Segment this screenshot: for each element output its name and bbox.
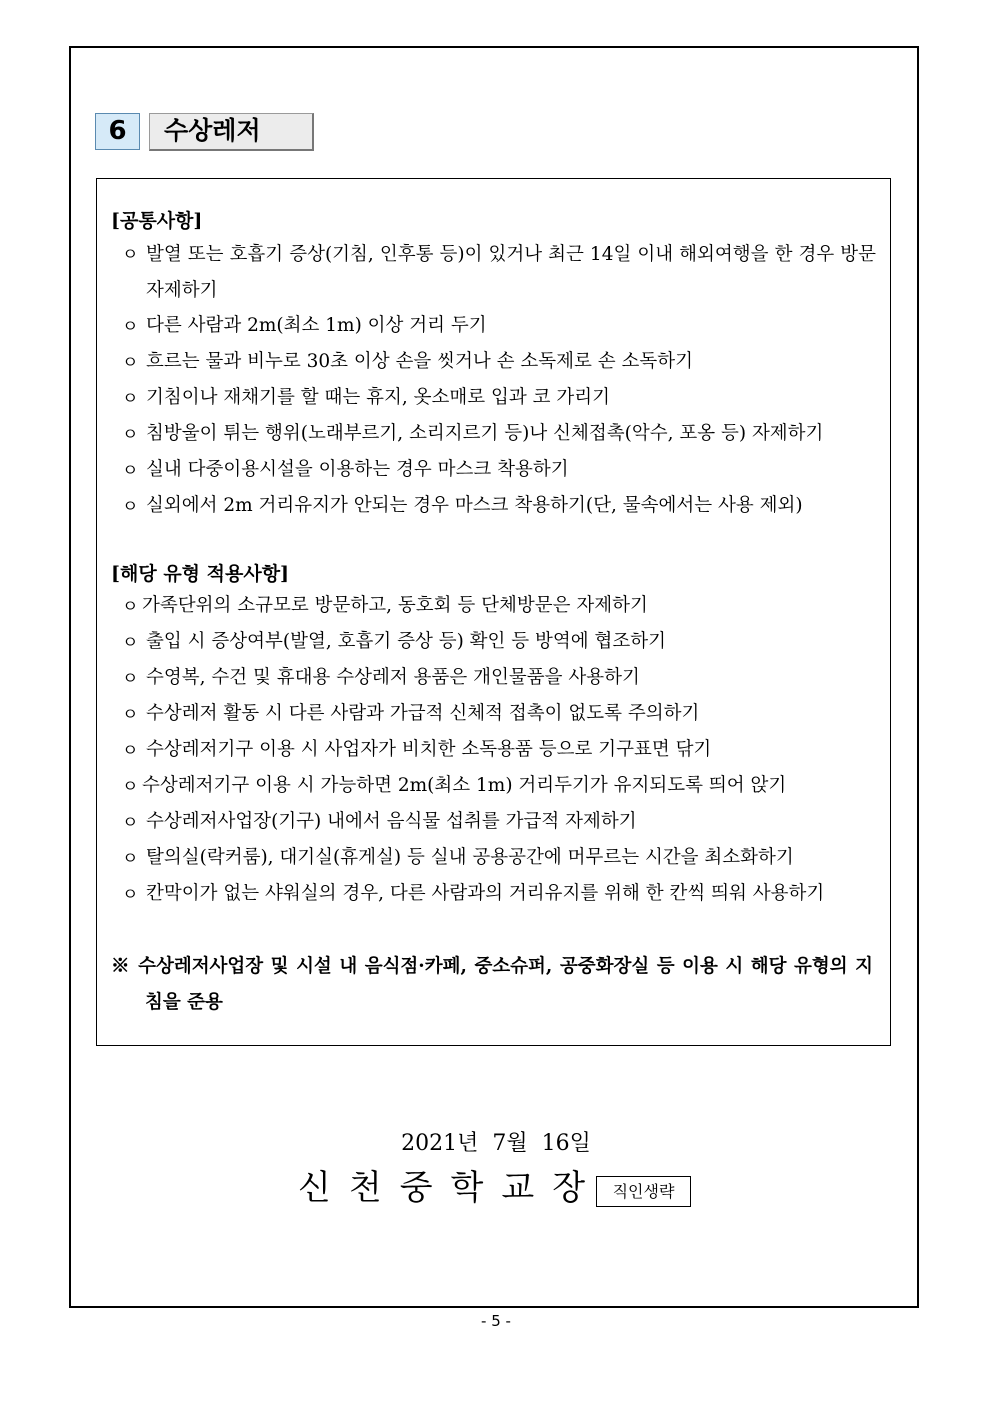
bullet-icon: ㅇ	[122, 461, 139, 481]
bullet-icon: ㅇ	[122, 705, 139, 725]
bullet-icon: ㅇ	[122, 389, 139, 409]
principal-name: 신천중학교장	[298, 1168, 604, 1208]
note-text: ※ 수상레저사업장 및 시설 내 음식점·카페, 중소슈퍼, 공중화장실 등 이용 시 해당 유형의 지침을 준용	[111, 956, 873, 1013]
specific-item-2: 출입 시 증상여부(발열, 호흡기 증상 등) 확인 등 방역에 협조하기	[146, 631, 667, 652]
common-item-7: 실외에서 2m 거리유지가 안되는 경우 마스크 착용하기(단, 물속에서는 사용 제외)	[146, 495, 803, 516]
common-heading: [공통사항]	[111, 210, 203, 232]
bullet-icon: ㅇ	[122, 885, 139, 905]
bullet-icon: ㅇ	[122, 669, 139, 689]
bullet-icon: ㅇ	[122, 633, 139, 653]
common-item-2: 다른 사람과 2m(최소 1m) 이상 거리 두기	[146, 315, 487, 336]
common-item-6: 실내 다중이용시설을 이용하는 경우 마스크 착용하기	[146, 459, 569, 480]
bullet-icon: ㅇ	[122, 425, 139, 445]
specific-heading: [해당 유형 적용사항]	[111, 563, 290, 585]
specific-item-3: 수영복, 수건 및 휴대용 수상레저 용품은 개인물품을 사용하기	[146, 667, 640, 688]
section-title: 수상레저	[149, 113, 314, 151]
bullet-icon: ㅇ	[122, 777, 139, 797]
specific-item-4: 수상레저 활동 시 다른 사람과 가급적 신체적 접촉이 없도록 주의하기	[146, 703, 700, 724]
specific-item-7: 수상레저사업장(기구) 내에서 음식물 섭취를 가급적 자제하기	[146, 811, 637, 832]
bullet-icon: ㅇ	[122, 245, 139, 265]
bullet-icon: ㅇ	[122, 597, 139, 617]
bullet-icon: ㅇ	[122, 497, 139, 517]
specific-item-6: 수상레저기구 이용 시 가능하면 2m(최소 1m) 거리두기가 유지되도록 띄어 앉기	[142, 775, 787, 796]
common-item-3: 흐르는 물과 비누로 30초 이상 손을 씻거나 손 소독제로 손 소독하기	[146, 351, 693, 372]
specific-item-8: 탈의실(락커룸), 대기실(휴게실) 등 실내 공용공간에 머무르는 시간을 최소화하기	[146, 847, 794, 868]
note	[111, 949, 873, 1021]
seal-omitted-stamp: 직인생략	[596, 1176, 691, 1207]
bullet-icon: ㅇ	[122, 353, 139, 373]
bullet-icon: ㅇ	[122, 813, 139, 833]
specific-item-5: 수상레저기구 이용 시 사업자가 비치한 소독용품 등으로 기구표면 닦기	[146, 739, 712, 760]
bullet-icon: ㅇ	[122, 317, 139, 337]
common-item-4: 기침이나 재채기를 할 때는 휴지, 옷소매로 입과 코 가리기	[146, 387, 610, 408]
page-number: - 5 -	[481, 1312, 511, 1330]
common-item-5: 침방울이 튀는 행위(노래부르기, 소리지르기 등)나 신체접촉(악수, 포옹 등) 자제하기	[146, 423, 824, 444]
common-item-1: 발열 또는 호흡기 증상(기침, 인후통 등)이 있거나 최근 14일 이내 해외여행을 한 경우 방문 자제하기	[146, 244, 876, 301]
specific-item-9: 칸막이가 없는 샤워실의 경우, 다른 사람과의 거리유지를 위해 한 칸씩 띄워 사용하기	[146, 883, 825, 904]
specific-item-1: 가족단위의 소규모로 방문하고, 동호회 등 단체방문은 자제하기	[142, 595, 648, 616]
document-date: 2021년 7월 16일	[401, 1131, 591, 1156]
bullet-icon: ㅇ	[122, 741, 139, 761]
bullet-icon: ㅇ	[122, 849, 139, 869]
section-number: 6	[95, 113, 140, 150]
